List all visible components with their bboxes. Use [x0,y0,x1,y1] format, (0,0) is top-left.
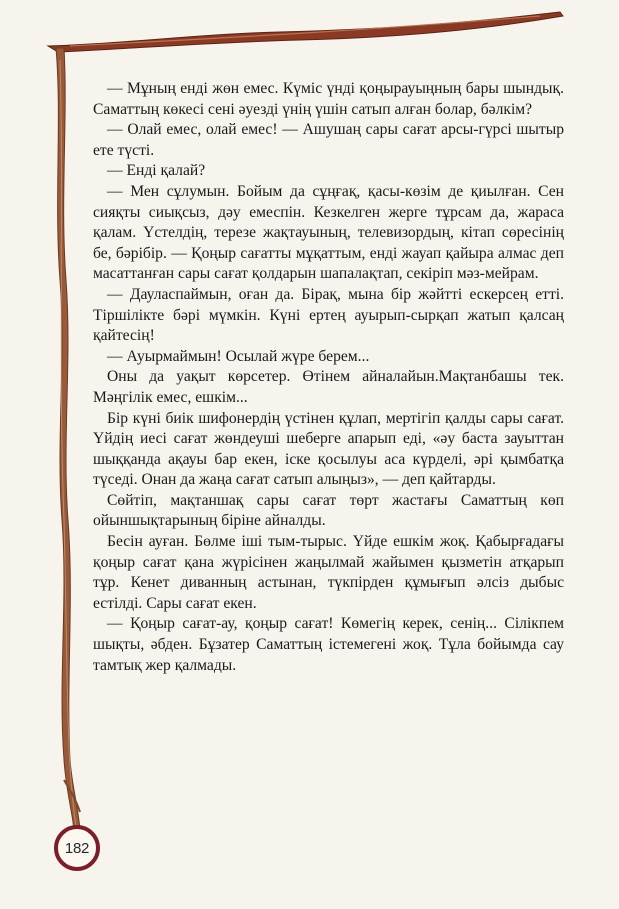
body-text [93,79,564,676]
paragraph: Бір күні биік шифонердің үстінен құлап, мертігіп қалды сары сағат. Үйдің иесі сағат жөндеуші шеберге апарып еді, «әу баста зауыттан шыққанда ақауы бар екен, іске қосылуы аса күрделі, әрі қымбатқа түседі. Онан да жаңа сағат сатып алыңыз», — деп қайтарды. [93,409,564,489]
paragraph: Сөйтіп, мақтаншақ сары сағат төрт жастағы Саматтың көп ойыншықтарының біріне айналды. [93,491,564,530]
paragraph: — Ауырмаймын! Осылай жүре берем... [107,347,370,365]
page-number: 182 [64,839,90,857]
page-number-badge [54,825,100,871]
paragraph: Оны да уақыт көрсетер. Өтінем айналайын.Мақтанбашы тек. Мәңгілік емес, ешкім... [93,368,564,406]
paragraph: — Мен сұлумын. Бойым да сұңғақ, қасы-көзім де қиылған. Сен сияқты сиықсыз, дәу емеспін. Кезкелген жерге тұрсам да, жараса қалам. Үстелдің, терезе жақтауының, телевизордың, кітап сөресінің бе, бәрібір. — Қоңыр сағатты мұқаттым, енді жауап қайыра алмас деп масаттанған сары сағат қолдарын шапалақтап, секіріп мәз-мейрам. [93,182,564,283]
top-branch [48,12,563,52]
paragraph: — Дауласпаймын, оған да. Бірақ, мына бір жәйтті ескерсең етті. Тіршілікте бәрі мүмкін. Күні ертең ауырып-сырқап жатып қалсаң қайтесің! [93,285,564,345]
paragraph: — Қоңыр сағат-ау, қоңыр сағат! Көмегің керек, сенің... Сілікпем шықты, әбден. Бұзатер Саматтың істемегені жоқ. Тұла бойымда сау тамтық жер қалмады. [93,615,564,674]
paragraph: — Мұның енді жөн емес. Күміс үнді қоңырауыңның бары шындық. Саматтың көкесі сені әуезді үнің үшін сатып алған болар, бәлкім? [93,80,564,118]
paragraph: Бесін ауған. Бөлме іші тым-тырыс. Үйде ешкім жоқ. Қабырғадағы қоңыр сағат қана жүрісінен жаңылмай жайымен қызметін атқарып тұр. Кенет диванның астынан, түкпірден құмығып әлсіз дыбыс естілді. Сары сағат екен. [93,533,564,612]
paragraph: — Енді қалай? [107,162,206,180]
paragraph: — Олай емес, олай емес! — Ашушаң сары сағат арсы-гүрсі шытыр ете түсті. [93,121,564,159]
